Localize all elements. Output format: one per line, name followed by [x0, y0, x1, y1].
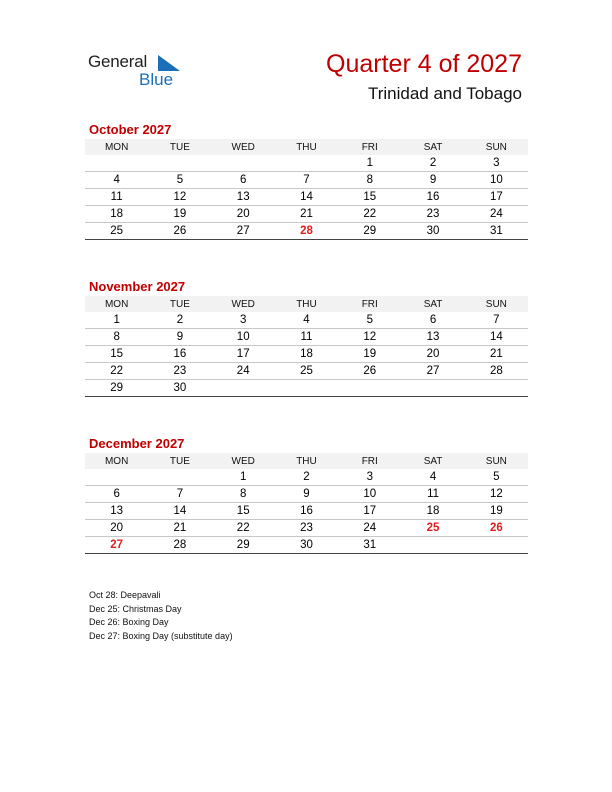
weekday-label: WED — [212, 296, 275, 312]
day-cell — [338, 380, 401, 397]
day-cell — [401, 537, 464, 554]
day-cell — [148, 155, 211, 172]
day-cell: 28 — [465, 363, 528, 380]
logo-word-general: General — [88, 52, 148, 71]
weekday-label: THU — [275, 139, 338, 155]
day-cell: 26 — [465, 520, 528, 537]
day-cell: 20 — [212, 206, 275, 223]
day-cell: 17 — [338, 503, 401, 520]
day-cell: 10 — [212, 329, 275, 346]
holiday-note: Dec 25: Christmas Day — [89, 603, 182, 614]
day-cell: 5 — [338, 312, 401, 329]
day-cell: 25 — [85, 223, 148, 240]
logo-flag-icon — [158, 55, 180, 71]
day-cell: 31 — [338, 537, 401, 554]
day-cell: 7 — [465, 312, 528, 329]
month-title: October 2027 — [89, 122, 172, 137]
weekday-label: FRI — [338, 296, 401, 312]
day-cell: 19 — [148, 206, 211, 223]
week-row — [85, 520, 528, 537]
day-cell: 26 — [148, 223, 211, 240]
day-cell: 26 — [338, 363, 401, 380]
day-cell: 22 — [338, 206, 401, 223]
weekday-label: WED — [212, 139, 275, 155]
day-cell: 27 — [401, 363, 464, 380]
week-row — [85, 469, 528, 486]
day-cell: 3 — [338, 469, 401, 486]
week-row — [85, 486, 528, 503]
day-cell: 9 — [148, 329, 211, 346]
day-cell: 7 — [148, 486, 211, 503]
holiday-note: Dec 27: Boxing Day (substitute day) — [89, 630, 233, 641]
day-cell: 22 — [212, 520, 275, 537]
day-cell: 28 — [275, 223, 338, 240]
calendar-grid — [85, 296, 528, 397]
weekday-header-row — [85, 296, 528, 312]
day-cell: 23 — [148, 363, 211, 380]
page-title: Quarter 4 of 2027 — [326, 50, 522, 78]
day-cell: 6 — [401, 312, 464, 329]
day-cell: 18 — [85, 206, 148, 223]
month-november — [85, 278, 528, 397]
day-cell — [85, 155, 148, 172]
weekday-label: WED — [212, 453, 275, 469]
weekday-label: SUN — [465, 296, 528, 312]
day-cell — [465, 537, 528, 554]
weekday-label: THU — [275, 453, 338, 469]
day-cell: 15 — [85, 346, 148, 363]
weekday-label: FRI — [338, 453, 401, 469]
day-cell: 7 — [275, 172, 338, 189]
week-row — [85, 380, 528, 397]
day-cell: 20 — [85, 520, 148, 537]
day-cell: 11 — [85, 189, 148, 206]
day-cell: 30 — [401, 223, 464, 240]
day-cell: 17 — [212, 346, 275, 363]
day-cell: 30 — [275, 537, 338, 554]
day-cell: 3 — [465, 155, 528, 172]
week-row — [85, 363, 528, 380]
day-cell: 13 — [85, 503, 148, 520]
weekday-label: SAT — [401, 139, 464, 155]
weekday-label: MON — [85, 139, 148, 155]
week-row — [85, 503, 528, 520]
day-cell: 10 — [465, 172, 528, 189]
weekday-label: MON — [85, 296, 148, 312]
day-cell: 4 — [401, 469, 464, 486]
day-cell: 27 — [85, 537, 148, 554]
day-cell — [148, 469, 211, 486]
day-cell: 27 — [212, 223, 275, 240]
day-cell: 19 — [338, 346, 401, 363]
month-title: December 2027 — [89, 436, 185, 451]
weekday-label: SAT — [401, 296, 464, 312]
day-cell: 29 — [338, 223, 401, 240]
week-row — [85, 346, 528, 363]
weekday-label: TUE — [148, 453, 211, 469]
day-cell: 2 — [148, 312, 211, 329]
day-cell: 23 — [401, 206, 464, 223]
day-cell: 12 — [338, 329, 401, 346]
week-row — [85, 189, 528, 206]
day-cell: 21 — [275, 206, 338, 223]
day-cell: 6 — [212, 172, 275, 189]
logo — [88, 52, 188, 92]
day-cell: 17 — [465, 189, 528, 206]
day-cell — [275, 155, 338, 172]
day-cell: 13 — [212, 189, 275, 206]
day-cell: 14 — [465, 329, 528, 346]
week-row — [85, 329, 528, 346]
calendar-grid — [85, 453, 528, 554]
weekday-label: SAT — [401, 453, 464, 469]
day-cell: 28 — [148, 537, 211, 554]
day-cell: 16 — [275, 503, 338, 520]
holiday-note: Dec 26: Boxing Day — [89, 617, 169, 627]
day-cell: 18 — [401, 503, 464, 520]
day-cell: 15 — [212, 503, 275, 520]
day-cell: 14 — [148, 503, 211, 520]
day-cell: 1 — [212, 469, 275, 486]
weekday-label: MON — [85, 453, 148, 469]
day-cell: 24 — [465, 206, 528, 223]
day-cell: 12 — [465, 486, 528, 503]
month-october — [85, 121, 528, 240]
day-cell: 16 — [401, 189, 464, 206]
day-cell: 11 — [401, 486, 464, 503]
day-cell: 9 — [275, 486, 338, 503]
weekday-label: FRI — [338, 139, 401, 155]
day-cell — [212, 380, 275, 397]
weekday-header-row — [85, 453, 528, 469]
day-cell: 2 — [275, 469, 338, 486]
day-cell: 2 — [401, 155, 464, 172]
day-cell: 8 — [85, 329, 148, 346]
weekday-label: TUE — [148, 296, 211, 312]
day-cell: 6 — [85, 486, 148, 503]
week-row — [85, 172, 528, 189]
day-cell: 20 — [401, 346, 464, 363]
day-cell: 13 — [401, 329, 464, 346]
day-cell: 1 — [338, 155, 401, 172]
day-cell: 9 — [401, 172, 464, 189]
weekday-label: SUN — [465, 453, 528, 469]
day-cell: 14 — [275, 189, 338, 206]
day-cell: 16 — [148, 346, 211, 363]
week-row — [85, 155, 528, 172]
week-row — [85, 312, 528, 329]
weekday-label: TUE — [148, 139, 211, 155]
week-row — [85, 223, 528, 240]
day-cell — [275, 380, 338, 397]
day-cell: 29 — [212, 537, 275, 554]
day-cell: 30 — [148, 380, 211, 397]
day-cell: 11 — [275, 329, 338, 346]
weekday-label: SUN — [465, 139, 528, 155]
day-cell: 8 — [212, 486, 275, 503]
country-name: Trinidad and Tobago — [367, 84, 522, 103]
holiday-notes — [89, 589, 233, 643]
week-row — [85, 206, 528, 223]
day-cell: 22 — [85, 363, 148, 380]
month-december — [85, 435, 528, 554]
day-cell — [465, 380, 528, 397]
day-cell: 29 — [85, 380, 148, 397]
day-cell — [212, 155, 275, 172]
day-cell: 25 — [401, 520, 464, 537]
day-cell: 4 — [85, 172, 148, 189]
day-cell: 8 — [338, 172, 401, 189]
day-cell: 31 — [465, 223, 528, 240]
day-cell: 1 — [85, 312, 148, 329]
day-cell: 5 — [465, 469, 528, 486]
day-cell — [85, 469, 148, 486]
day-cell: 25 — [275, 363, 338, 380]
month-title: November 2027 — [89, 279, 186, 294]
day-cell: 18 — [275, 346, 338, 363]
day-cell: 15 — [338, 189, 401, 206]
day-cell: 12 — [148, 189, 211, 206]
day-cell: 3 — [212, 312, 275, 329]
day-cell: 4 — [275, 312, 338, 329]
day-cell: 21 — [465, 346, 528, 363]
holiday-note: Oct 28: Deepavali — [89, 590, 161, 600]
calendar-grid — [85, 139, 528, 240]
weekday-header-row — [85, 139, 528, 155]
weekday-label: THU — [275, 296, 338, 312]
day-cell: 5 — [148, 172, 211, 189]
day-cell: 24 — [338, 520, 401, 537]
day-cell: 19 — [465, 503, 528, 520]
day-cell: 24 — [212, 363, 275, 380]
week-row — [85, 537, 528, 554]
logo-word-blue: Blue — [139, 70, 174, 89]
day-cell: 10 — [338, 486, 401, 503]
day-cell: 23 — [275, 520, 338, 537]
day-cell: 21 — [148, 520, 211, 537]
day-cell — [401, 380, 464, 397]
